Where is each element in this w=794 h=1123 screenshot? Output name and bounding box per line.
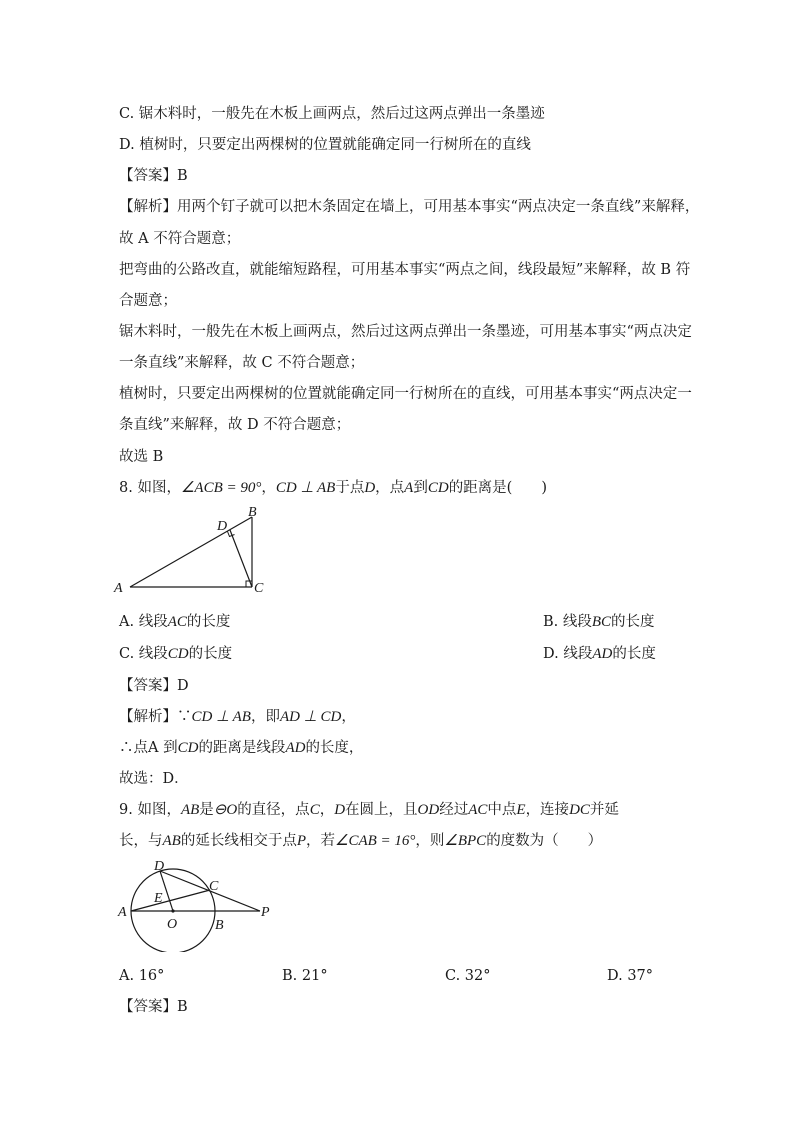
figure-circle bbox=[110, 852, 280, 952]
explanation-line: 植树时，只要定出两棵树的位置就能确定同一行树所在的直线，可用基本事实“两点决定一 bbox=[119, 386, 692, 402]
explanation-line: 故选 B bbox=[119, 449, 164, 465]
q8-option-c: C. 线段CD的长度 bbox=[119, 646, 233, 662]
q8-option-d: D. 线段AD的长度 bbox=[543, 646, 656, 662]
q8-explanation: 故选：D． bbox=[119, 771, 189, 787]
label-c: C bbox=[254, 581, 264, 596]
q9-option-c: C. 32° bbox=[445, 968, 491, 984]
q8-explanation: ∴点A 到CD的距离是线段AD的长度， bbox=[119, 740, 364, 756]
explanation-line: 条直线”来解释，故 D 不符合题意； bbox=[119, 417, 351, 433]
explanation-line: 锯木料时，一般先在木板上画两点，然后过这两点弹出一条墨迹，可用基本事实“两点决定 bbox=[119, 324, 692, 340]
question-9-stem: 9. 如图，AB是⊖O的直径，点C，D在圆上，且OD经过AC中点E，连接DC并延 bbox=[119, 802, 619, 818]
q9-answer: 【答案】B bbox=[119, 999, 188, 1015]
option-d-text: D. 植树时，只要定出两棵树的位置就能确定同一行树所在的直线 bbox=[119, 137, 531, 153]
label-c: C bbox=[209, 879, 219, 894]
label-p: P bbox=[261, 905, 270, 920]
q9-option-a: A. 16° bbox=[119, 968, 165, 984]
q9-option-b: B. 21° bbox=[282, 968, 328, 984]
q8-answer: 【答案】D bbox=[119, 678, 189, 694]
label-b: B bbox=[248, 505, 257, 520]
label-e: E bbox=[154, 891, 163, 906]
label-a: A bbox=[114, 581, 123, 596]
explanation-line: 故 A 不符合题意； bbox=[119, 231, 241, 247]
explanation-line: 一条直线”来解释，故 C 不符合题意； bbox=[119, 355, 365, 371]
label-d: D bbox=[154, 859, 165, 874]
label-a: A bbox=[118, 905, 127, 920]
question-8-stem: 8. 如图，∠ACB = 90°，CD ⊥ AB于点D，点A到CD的距离是( ) bbox=[119, 480, 548, 496]
explanation-line: 【解析】用两个钉子就可以把木条固定在墙上，可用基本事实“两点决定一条直线”来解释， bbox=[119, 199, 700, 215]
figure-right-triangle bbox=[110, 505, 280, 597]
q8-option-a: A. 线段AC的长度 bbox=[119, 614, 231, 630]
label-d: D bbox=[217, 519, 228, 534]
answer-label: 【答案】B bbox=[119, 168, 188, 184]
q8-option-b: B. 线段BC的长度 bbox=[543, 614, 655, 630]
q9-option-d: D. 37° bbox=[607, 968, 654, 984]
label-o: O bbox=[167, 917, 178, 932]
q8-explanation: 【解析】∵CD ⊥ AB，即AD ⊥ CD， bbox=[119, 709, 356, 725]
option-c-text: C. 锯木料时，一般先在木板上画两点，然后过这两点弹出一条墨迹 bbox=[119, 106, 545, 122]
explanation-line: 合题意； bbox=[119, 293, 177, 309]
explanation-line: 把弯曲的公路改直，就能缩短路程，可用基本事实“两点之间，线段最短”来解释，故 B 符 bbox=[119, 262, 691, 278]
question-9-stem: 长，与AB的延长线相交于点P，若∠CAB = 16°，则∠BPC的度数为（ ） bbox=[119, 833, 603, 849]
label-b: B bbox=[215, 918, 224, 933]
